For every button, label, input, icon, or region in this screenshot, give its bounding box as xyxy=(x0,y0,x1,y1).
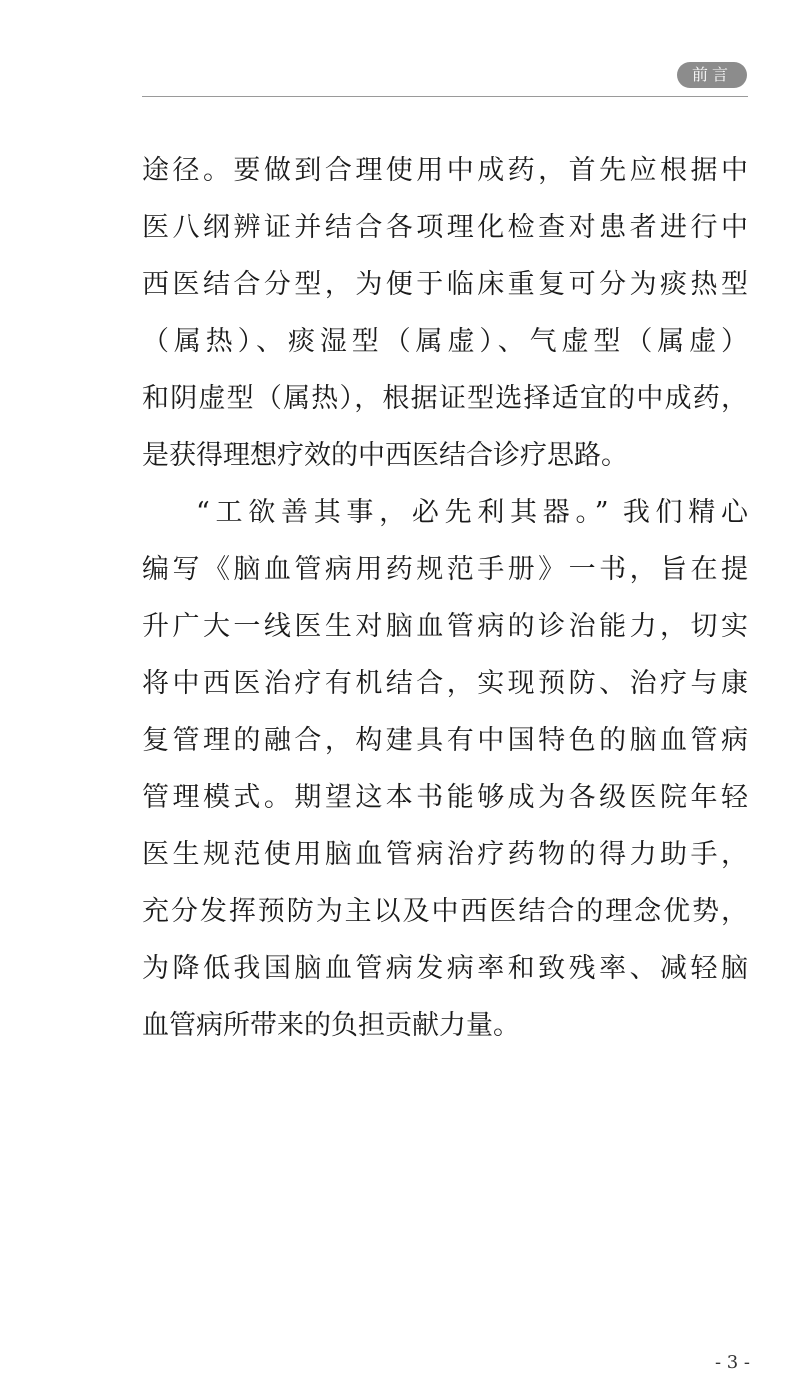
text-line: 途径。要做到合理使用中成药，首先应根据中 xyxy=(142,155,748,186)
text-line: 管理模式。期望这本书能够成为各级医院年轻 xyxy=(142,782,748,813)
header-divider xyxy=(142,96,748,97)
section-tag: 前言 xyxy=(677,62,747,88)
paragraph-1 xyxy=(142,142,748,484)
text-line: （属热）、痰湿型（属虚）、气虚型（属虚） xyxy=(142,326,748,357)
text-line: 医八纲辨证并结合各项理化检查对患者进行中 xyxy=(142,212,748,243)
text-line: 医生规范使用脑血管病治疗药物的得力助手， xyxy=(142,839,748,870)
text-line: 将中西医治疗有机结合，实现预防、治疗与康 xyxy=(142,668,748,699)
page-number: - 3 - xyxy=(714,1352,750,1373)
paragraph-2 xyxy=(142,484,748,1054)
text-line: 复管理的融合，构建具有中国特色的脑血管病 xyxy=(142,725,748,756)
text-line: 是获得理想疗效的中西医结合诊疗思路。 xyxy=(142,440,628,471)
text-line: “工欲善其事，必先利其器。” 我们精心 xyxy=(196,497,748,528)
text-line: 血管病所带来的负担贡献力量。 xyxy=(142,1010,520,1041)
text-line: 西医结合分型，为便于临床重复可分为痰热型 xyxy=(142,269,748,300)
page-body xyxy=(142,142,748,1054)
text-line: 编写《脑血管病用药规范手册》一书，旨在提 xyxy=(142,554,748,585)
text-line: 为降低我国脑血管病发病率和致残率、减轻脑 xyxy=(142,953,748,984)
text-line: 升广大一线医生对脑血管病的诊治能力，切实 xyxy=(142,611,748,642)
text-line: 充分发挥预防为主以及中西医结合的理念优势， xyxy=(142,896,748,927)
text-line: 和阴虚型（属热），根据证型选择适宜的中成药， xyxy=(142,383,748,414)
